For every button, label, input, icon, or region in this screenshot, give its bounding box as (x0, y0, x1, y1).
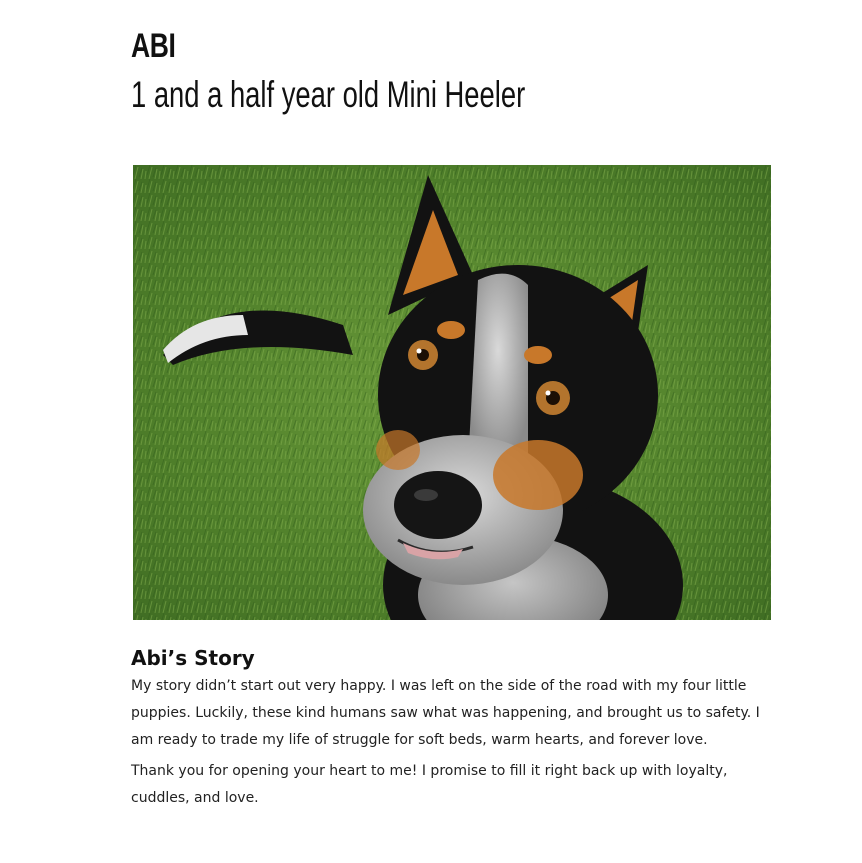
dog-photo (133, 165, 771, 620)
dog-age-breed-subtitle: 1 and a half year old Mini Heeler (131, 74, 526, 115)
dog-name-heading: ABI (131, 27, 176, 65)
story-paragraph-2: Thank you for opening your heart to me! I promise to fill it right back up with loyalty, cuddles, and love. (131, 763, 728, 806)
story-paragraph-1: My story didn’t start out very happy. I was left on the side of the road with my four little puppies. Luckily, these kind humans saw what was happening, and brought us to safety. I am ready to trade my life of struggle for soft beds, warm hearts, and forever love. (131, 678, 760, 748)
story-heading: Abi’s Story (131, 646, 255, 670)
dog-photo-illustration (133, 165, 771, 620)
